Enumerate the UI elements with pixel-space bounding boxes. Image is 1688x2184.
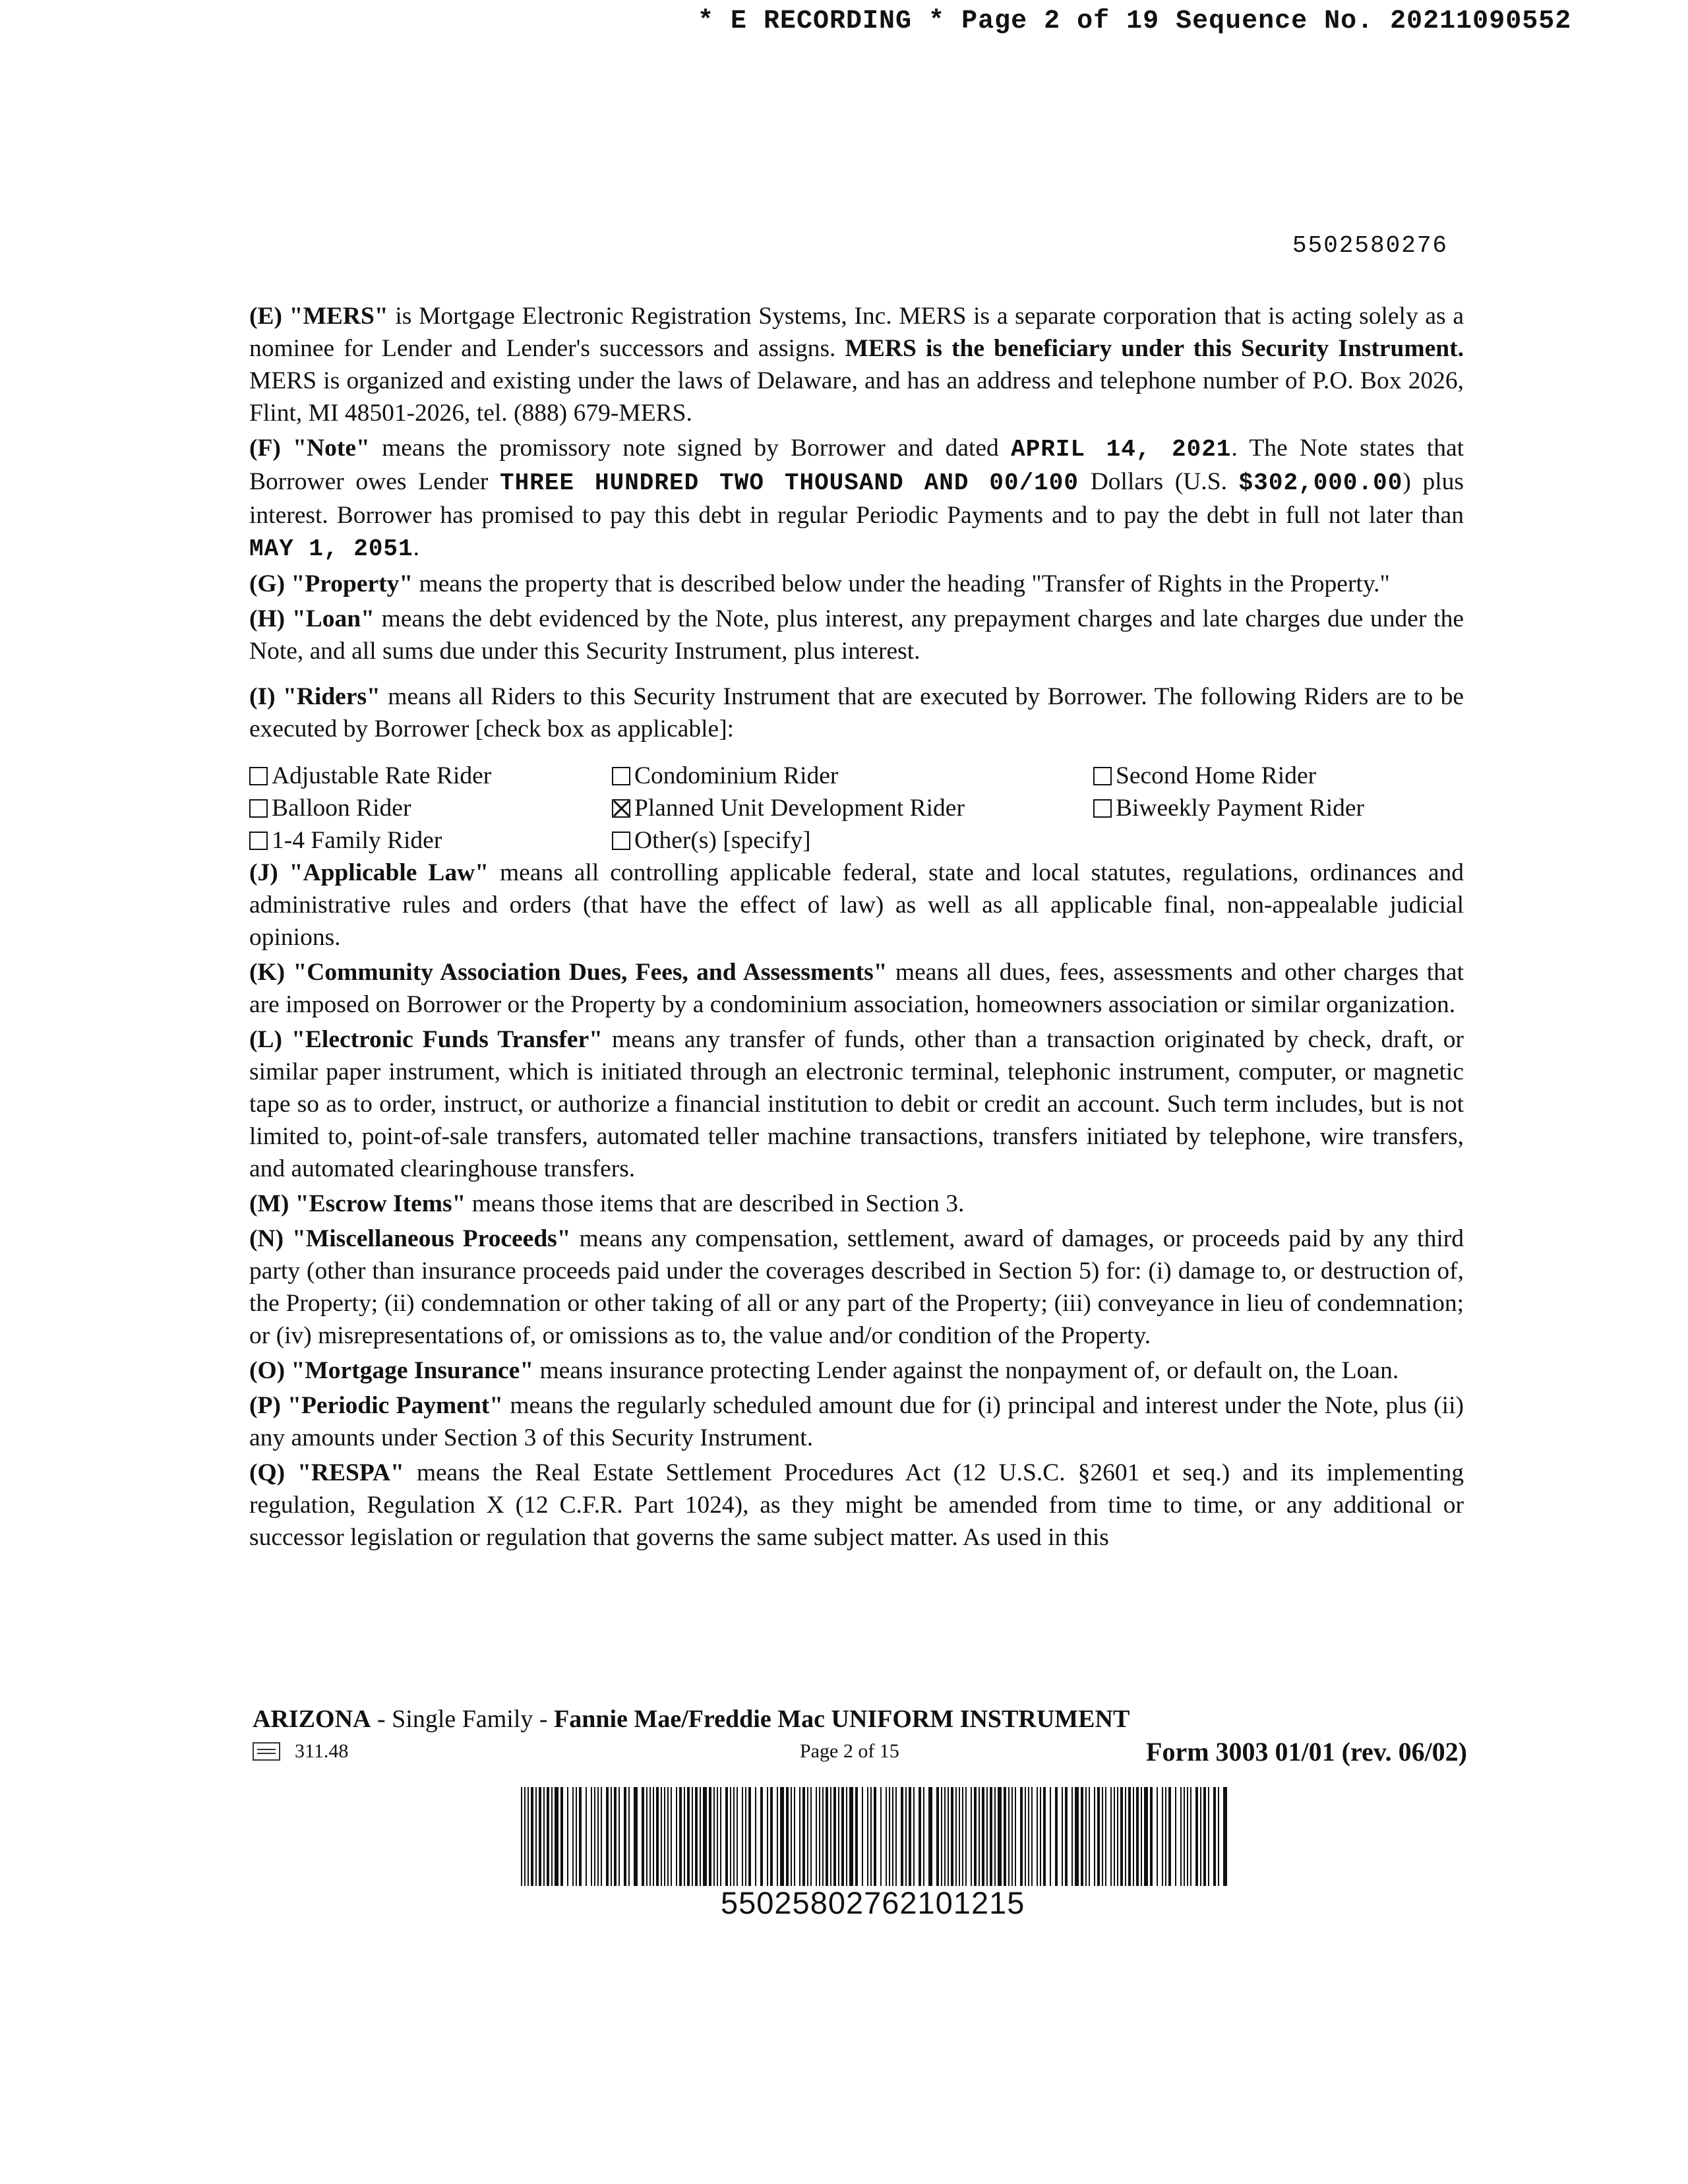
loan-amount-words: THREE HUNDRED TWO THOUSAND AND 00/100 [500,470,1079,497]
barcode-bar [951,1787,953,1886]
barcode-bar [737,1787,738,1886]
barcode-bar [531,1787,533,1886]
barcode-bar [521,1787,522,1886]
barcode-bar [709,1787,711,1886]
barcode-bar [971,1787,972,1886]
barcode-bar [1040,1787,1041,1886]
rider-label: Biweekly Payment Rider [1116,795,1365,822]
barcode-bar [748,1787,751,1886]
barcode-bar [1200,1787,1201,1886]
barcode-bar [653,1787,654,1886]
barcode-bar [1168,1787,1171,1886]
rider-planned-unit-development[interactable] [612,792,1093,824]
barcode-bar [725,1787,728,1886]
barcode-bar [671,1787,672,1886]
recording-header: * E RECORDING * Page 2 of 19 Sequence No. 20211090552 [698,7,1572,36]
section-n [249,1223,1464,1352]
section-k-text: means all dues, fees, assessments and other charges that are imposed on Borrower or the Property by a condominium association, homeowners association or similar organization. [249,959,1464,1018]
barcode-bar [1025,1787,1026,1886]
barcode-bar [767,1787,768,1886]
barcode-bar [1190,1787,1191,1886]
barcode-bar [649,1787,651,1886]
section-p [249,1389,1464,1454]
barcode-bar [1114,1787,1115,1886]
rider-balloon[interactable] [249,792,612,824]
loan-number: 5502580276 [1292,232,1449,259]
barcode-bar [543,1787,545,1886]
barcode-bar [1175,1787,1176,1886]
barcode-bar [802,1787,805,1886]
barcode-bar [742,1787,743,1886]
barcode-bar [1144,1787,1148,1886]
barcode-bar [1105,1787,1106,1886]
section-i-term: (I) "Riders" [249,683,380,710]
barcode-bar [1208,1787,1209,1886]
section-g [249,568,1464,600]
barcode-bar [1110,1787,1112,1886]
footer-form-number: Form 3003 01/01 (rev. 06/02) [1146,1737,1467,1767]
barcode-bar [944,1787,946,1886]
barcode-bar [1055,1787,1058,1886]
checkbox-icon[interactable] [1093,799,1112,818]
barcode-bar [770,1787,773,1886]
section-h-term: (H) "Loan" [249,605,375,632]
barcode-bar [606,1787,609,1886]
barcode-bar [692,1787,693,1886]
barcode-bar [745,1787,746,1886]
rider-label: Other(s) [specify] [634,827,811,854]
barcode-bar [777,1787,778,1886]
footer-instrument: Fannie Mae/Freddie Mac UNIFORM INSTRUMENT [554,1705,1130,1733]
barcode-bar [555,1787,558,1886]
barcode-bar [551,1787,553,1886]
barcode-bar [687,1787,690,1886]
barcode-bar [810,1787,812,1886]
barcode-bar [661,1787,662,1886]
section-j [249,857,1464,954]
barcode-bar [819,1787,820,1886]
section-j-text: means all controlling applicable federal, state and local statutes, regulations, ordinances and administrative rules and orders (that have the effect of law) as well as all applicable final, non-appealable judicial opinions. [249,859,1464,951]
barcode-bar [830,1787,831,1886]
section-l-term: (L) "Electronic Funds Transfer" [249,1026,603,1053]
checkbox-icon[interactable] [612,832,630,850]
barcode-bar [703,1787,707,1886]
barcode-bar [959,1787,960,1886]
section-i [249,681,1464,745]
barcode-bar [614,1787,617,1886]
section-h-text: means the debt evidenced by the Note, plus interest, any prepayment charges and late charges due under the Note, and all sums due under this Security Instrument, plus interest. [249,605,1464,665]
barcode-bar [936,1787,939,1886]
barcode-bar [1065,1787,1068,1886]
barcode-bar [579,1787,582,1886]
section-f [249,432,1464,565]
section-p-text: means the regularly scheduled amount due for (i) principal and interest under the Note, plus (ii) any amounts under Section 3 of this Security Instrument. [249,1392,1464,1451]
barcode-bar [1180,1787,1182,1886]
section-g-text: means the property that is described below under the heading "Transfer of Rights in the Property." [413,570,1390,597]
rider-1-4-family[interactable] [249,824,612,857]
barcode-bar [1184,1787,1185,1886]
footer-state: ARIZONA [253,1705,371,1733]
barcode-bar [667,1787,669,1886]
section-l [249,1023,1464,1185]
section-f-text-3: Dollars (U.S. [1079,468,1239,495]
barcode-bar [994,1787,996,1886]
barcode-bar [1097,1787,1100,1886]
barcode-bar [695,1787,698,1886]
barcode-bar [895,1787,897,1886]
barcode-bar [1089,1787,1090,1886]
barcode-bar [998,1787,1002,1886]
barcode-bar [1195,1787,1198,1886]
barcode-number: 55025802762101215 [721,1885,1025,1920]
barcode-bar [822,1787,824,1886]
barcode-bar [1117,1787,1118,1886]
barcode-bar [889,1787,890,1886]
barcode-bar [849,1787,853,1886]
barcode-bar [838,1787,839,1886]
checked-checkbox-icon[interactable] [612,799,630,818]
barcode-bar [816,1787,817,1886]
barcode-bar [909,1787,911,1886]
section-l-text: means any transfer of funds, other than a transaction originated by check, draft, or similar paper instrument, which is initiated through an electronic terminal, telephonic instrument, computer, or magnetic tape so as to order, instruct, or authorize a financial institution to debit or credit an account. Such term includes, but is not limited to, point-of-sale transfers, automated teller machine transactions, transfers initiated by telephone, wire transfers, and automated clearinghouse transfers. [249,1026,1464,1182]
barcode-bar [799,1787,800,1886]
checkbox-icon[interactable] [612,767,630,785]
barcode-bar [928,1787,932,1886]
barcode-bar [807,1787,808,1886]
barcode-bar [642,1787,644,1886]
barcode-bar [684,1787,685,1886]
barcode-bar [874,1787,876,1886]
barcode-bar [1031,1787,1033,1886]
section-h [249,603,1464,667]
barcode-bar [880,1787,882,1886]
barcode-bar [560,1787,563,1886]
barcode-bar [855,1787,858,1886]
section-q-text: means the Real Estate Settlement Procedures Act (12 U.S.C. §2601 et seq.) and its implementing regulation, Regulation X (12 C.F.R. Part 1024), as they might be amended from time to time, or any additional or successor legislation or regulation that governs the same subject matter. As used in this [249,1459,1464,1551]
barcode-bar [1165,1787,1166,1886]
section-e-text-2: MERS is organized and existing under the laws of Delaware, and has an address and telephone number of P.O. Box 2026, Flint, MI 48501-2026, tel. (888) 679-MERS. [249,367,1464,427]
section-n-term: (N) "Miscellaneous Proceeds" [249,1225,571,1252]
section-k-term: (K) "Community Association Dues, Fees, and Assessments" [249,959,888,986]
barcode-bar [760,1787,763,1886]
section-f-term: (F) "Note" [249,435,370,462]
rider-label: Planned Unit Development Rider [634,795,965,822]
barcode-bar [733,1787,735,1886]
barcode-bar [786,1787,789,1886]
rider-label: Balloon Rider [272,795,411,822]
barcode-bar [1150,1787,1153,1886]
rider-label: Condominium Rider [634,762,839,789]
barcode-bar [1187,1787,1188,1886]
barcode-bar [862,1787,863,1886]
section-m-term: (M) "Escrow Items" [249,1190,466,1217]
barcode-bar [791,1787,792,1886]
barcode-bar [846,1787,847,1886]
barcode-bar [1157,1787,1158,1886]
barcode-bar [676,1787,677,1886]
barcode-bar [923,1787,924,1886]
barcode-bar [826,1787,828,1886]
barcode-bar [713,1787,715,1886]
barcode-bar [1015,1787,1016,1886]
barcode-bar [567,1787,568,1886]
footer-code-text: 311.48 [295,1740,349,1762]
barcode-bar [1011,1787,1013,1886]
barcode-bar [1162,1787,1163,1886]
section-e [249,300,1464,429]
barcode-bar [1008,1787,1010,1886]
barcode-bar [646,1787,648,1886]
barcode-bar [1218,1787,1219,1886]
barcode-bar [1004,1787,1006,1886]
barcode-bar [833,1787,836,1886]
barcode-bar [1102,1787,1103,1886]
footer-title [253,1705,1467,1734]
barcode-bar [1085,1787,1087,1886]
section-q-term: (Q) "RESPA" [249,1459,404,1486]
barcode-bar [591,1787,592,1886]
barcode-bar [1020,1787,1023,1886]
barcode-bar [867,1787,868,1886]
checkbox-icon[interactable] [249,832,268,850]
barcode-bar [1133,1787,1134,1886]
barcode-bar [528,1787,529,1886]
rider-label: 1-4 Family Rider [272,827,442,854]
barcode-bar [1062,1787,1063,1886]
barcode-bar [1037,1787,1038,1886]
barcode-bar [919,1787,921,1886]
barcode-bar [597,1787,599,1886]
barcode-bar [870,1787,872,1886]
rider-adjustable-rate[interactable] [249,760,612,792]
barcode-bar [794,1787,795,1886]
barcode-bar [730,1787,731,1886]
section-o [249,1354,1464,1387]
rider-label: Second Home Rider [1116,762,1317,789]
section-p-term: (P) "Periodic Payment" [249,1392,504,1419]
barcode-bar [1043,1787,1046,1886]
barcode-bar [1125,1787,1126,1886]
barcode-bar [572,1787,574,1886]
note-date: APRIL 14, 2021 [1011,436,1232,463]
barcode-bar [1136,1787,1139,1886]
section-f-text-2: . The Note states that Borrower owes Lender [249,435,1464,495]
barcode-bar [990,1787,992,1886]
barcode-bar [586,1787,587,1886]
barcode-bar [841,1787,844,1886]
barcode-bar [1071,1787,1073,1886]
footer-page-number: Page 2 of 15 [800,1740,899,1762]
barcode-bar [901,1787,903,1886]
rider-checkbox-list [249,760,1464,857]
barcode-bar [539,1787,541,1886]
barcode-bar [962,1787,963,1886]
barcode-bar [601,1787,602,1886]
barcode-image [520,1787,1230,1886]
barcode-bar [1128,1787,1131,1886]
barcode-bar [628,1787,630,1886]
barcode-bar [755,1787,756,1886]
barcode-bar [982,1787,984,1886]
document-body [249,300,1464,1556]
barcode-bar [965,1787,967,1886]
barcode-bar [948,1787,949,1886]
barcode-bar [720,1787,721,1886]
barcode-bar [955,1787,957,1886]
section-f-text: means the promissory note signed by Borrower and dated [369,435,1011,462]
barcode-bar [1081,1787,1083,1886]
barcode-bar [1075,1787,1079,1886]
footer-meta [253,1736,1467,1769]
section-e-term: (E) "MERS" [249,303,388,330]
barcode-bar [1223,1787,1227,1886]
loan-amount: $302,000.00 [1238,470,1403,497]
checkbox-icon[interactable] [249,799,268,818]
barcode-bar [618,1787,620,1886]
barcode-bar [905,1787,907,1886]
barcode-bar [1120,1787,1123,1886]
document-icon [253,1742,280,1761]
barcode-bar [941,1787,942,1886]
barcode-bar [1028,1787,1029,1886]
barcode-bar [664,1787,665,1886]
section-o-text: means insurance protecting Lender against the nonpayment of, or default on, the Loan. [533,1357,1399,1384]
section-f-text-4: ) plus interest. Borrower has promised to pay this debt in regular Periodic Payments and to pay the debt in full not later than [249,468,1464,529]
checkbox-icon[interactable] [249,767,268,785]
rider-others[interactable] [612,824,1093,857]
barcode-bar [892,1787,893,1886]
rider-second-home[interactable] [1093,760,1423,792]
barcode-bar [979,1787,980,1886]
barcode-bar [717,1787,718,1886]
footer-separator: - Single Family - [371,1705,555,1733]
barcode-bar [547,1787,549,1886]
form-footer [253,1705,1467,1769]
barcode-bar [535,1787,537,1886]
barcode-bar [986,1787,988,1886]
barcode-bar [1141,1787,1142,1886]
section-m-text: means those items that are described in Section 3. [466,1190,965,1217]
barcode-bar [611,1787,612,1886]
rider-biweekly-payment[interactable] [1093,792,1423,824]
barcode-bar [679,1787,682,1886]
barcode-bar [594,1787,595,1886]
barcode-bar [886,1787,887,1886]
maturity-date: MAY 1, 2051 [249,535,413,562]
section-i-text: means all Riders to this Security Instrument that are executed by Borrower. The following Riders are to be executed by Borrower [check box as applicable]: [249,683,1464,743]
rider-label: Adjustable Rate Rider [272,762,492,789]
barcode-bar [974,1787,977,1886]
barcode-bar [634,1787,638,1886]
section-g-term: (G) "Property" [249,570,413,597]
barcode-bar [524,1787,526,1886]
section-e-text: is Mortgage Electronic Registration Systems, Inc. MERS is a separate corporation that is acting solely as a nominee for Lender and Lender's successors and assigns. [249,303,1464,362]
section-f-text-5: . [413,534,420,561]
barcode-bar [700,1787,701,1886]
barcode-bar [1213,1787,1216,1886]
section-j-term: (J) "Applicable Law" [249,859,489,886]
barcode-bar [656,1787,659,1886]
section-e-bold: MERS is the beneficiary under this Security Instrument. [845,335,1464,362]
section-q [249,1457,1464,1554]
barcode-bar [576,1787,577,1886]
barcode-bar [1094,1787,1095,1886]
section-n-text: means any compensation, settlement, award of damages, or proceeds paid by any third party (other than insurance proceeds paid under the coverages described in Section 5) for: (i) damage to, or destruction of, the Property; (ii) condemnation or other taking of all or any part of the Property; (iii) conveyance in lieu of condemnation; or (iv) misrepresentations of, or omissions as to, the value and/or condition of the Property. [249,1225,1464,1349]
barcode-bar [780,1787,784,1886]
section-o-term: (O) "Mortgage Insurance" [249,1357,534,1384]
footer-code [253,1740,348,1763]
barcode-bar [1203,1787,1206,1886]
section-k [249,956,1464,1021]
section-m [249,1188,1464,1220]
barcode-bar [913,1787,915,1886]
barcode-bar [1050,1787,1051,1886]
checkbox-icon[interactable] [1093,767,1112,785]
barcode-bar [624,1787,626,1886]
rider-condominium[interactable] [612,760,1093,792]
